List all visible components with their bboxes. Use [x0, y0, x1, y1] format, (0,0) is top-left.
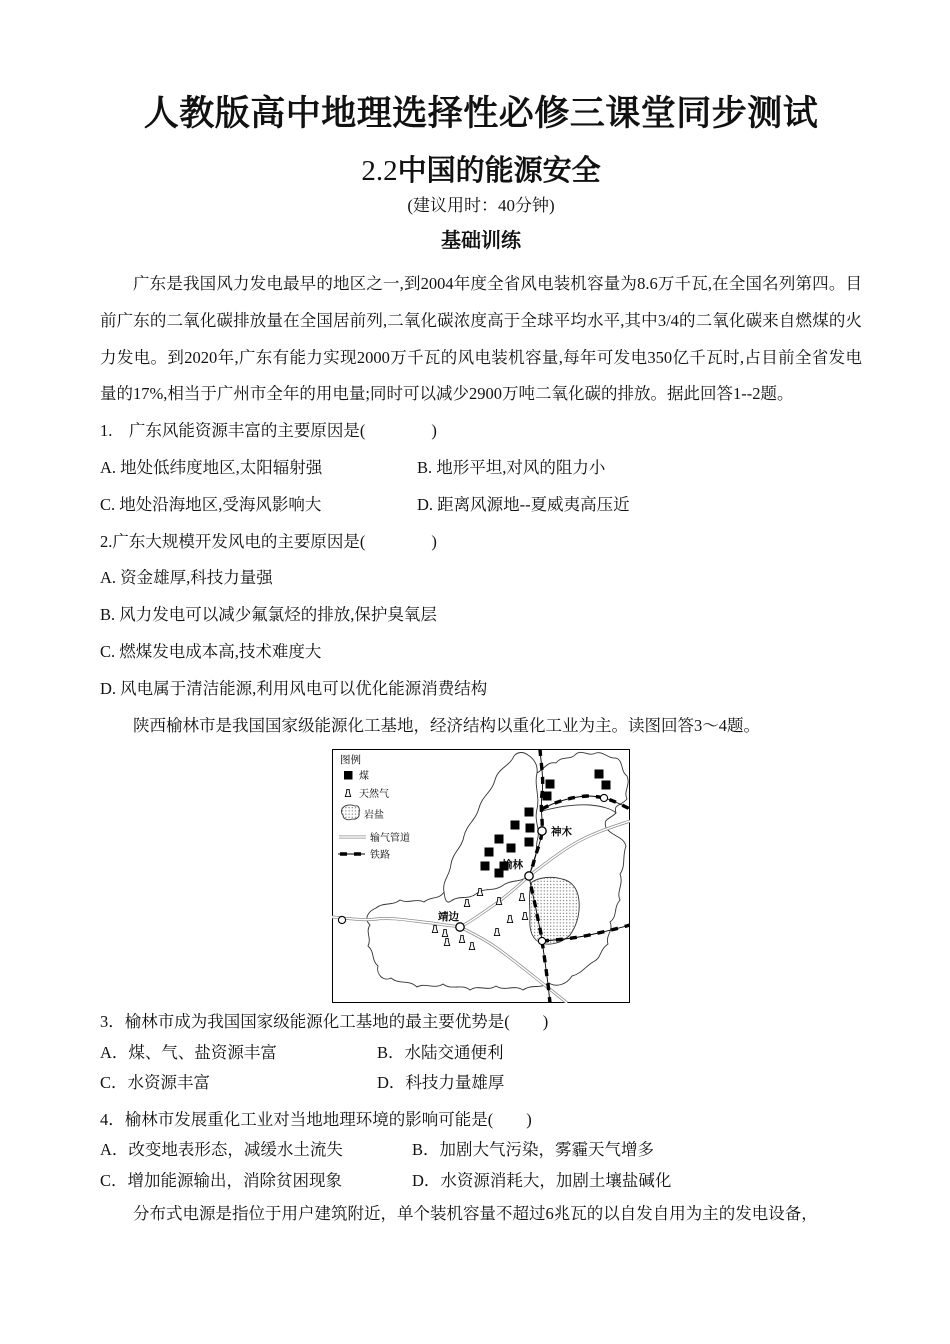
question-1-option-c: C. 地处沿海地区,受海风影响大	[100, 494, 322, 514]
doc-subtitle-text: 中国的能源安全	[397, 155, 601, 187]
question-3-stem: 3．榆林市成为我国国家级能源化工基地的最主要优势是( )	[100, 1012, 549, 1032]
pipeline-legend-label: 输气管道	[370, 833, 410, 845]
question-1-options-row-2	[100, 487, 862, 524]
passage-3: 分布式电源是指位于用户建筑附近，单个装机容量不超过6兆瓦的以自发自用为主的发电设备，	[133, 1204, 818, 1224]
question-3	[100, 1007, 862, 1099]
section-title: 基础训练	[441, 230, 521, 252]
question-4-stem: 4．榆林市发展重化工业对当地地理环境的影响可能是( )	[100, 1109, 532, 1129]
question-4-options-row-2	[100, 1166, 862, 1197]
question-1-option-d: D. 距离风源地--夏威夷高压近	[417, 494, 630, 514]
question-3-option-a: A．煤、气、盐资源丰富	[100, 1042, 277, 1062]
question-2	[100, 524, 862, 708]
question-2-stem: 2.广东大规模开发风电的主要原因是( )	[100, 531, 437, 551]
question-4-options-row-1	[100, 1135, 862, 1166]
coal-legend-label: 煤	[359, 771, 369, 783]
question-1-option-a: A. 地处低纬度地区,太阳辐射强	[100, 457, 323, 477]
question-4-option-a: A．改变地表形态，减缓水土流失	[100, 1140, 343, 1160]
question-3-options-row-2	[100, 1068, 862, 1099]
question-4	[100, 1105, 862, 1197]
rock-salt-legend-label: 岩盐	[364, 810, 384, 822]
gas-legend-label: 天然气	[359, 789, 389, 801]
question-4-option-c: C．增加能源输出，消除贫困现象	[100, 1170, 343, 1190]
passage-2: 陕西榆林市是我国国家级能源化工基地，经济结构以重化工业为主。读图回答3～4题。	[133, 715, 760, 735]
region-map	[332, 749, 630, 1003]
question-2-option-a: A. 资金雄厚,科技力量强	[100, 568, 273, 588]
question-2-option-d: D. 风电属于清洁能源,利用风电可以优化能源消费结构	[100, 678, 488, 698]
question-3-options-row-1	[100, 1038, 862, 1069]
question-3-option-c: C．水资源丰富	[100, 1073, 211, 1093]
doc-subtitle-number: 2.2	[361, 155, 398, 187]
svg-text:靖边: 靖边	[438, 911, 459, 924]
coal-legend-icon	[344, 771, 353, 780]
doc-title: 人教版高中地理选择性必修三课堂同步测试	[143, 94, 819, 133]
question-1	[100, 413, 862, 523]
question-4-option-b: B．加剧大气污染，雾霾天气增多	[412, 1140, 655, 1160]
question-1-stem: 1. 广东风能资源丰富的主要原因是( )	[100, 421, 437, 441]
question-3-option-b: B．水陆交通便利	[377, 1042, 504, 1062]
doc-subtitle	[100, 148, 862, 189]
svg-text:榆林: 榆林	[502, 859, 523, 872]
question-3-option-d: D．科技力量雄厚	[377, 1073, 505, 1093]
question-1-options-row-1	[100, 450, 862, 487]
rock-salt-legend-icon	[341, 805, 359, 820]
legend-title: 图例	[340, 754, 361, 767]
question-2-option-b: B. 风力发电可以减少氟氯烃的排放,保护臭氧层	[100, 605, 437, 625]
question-1-option-b: B. 地形平坦,对风的阻力小	[417, 457, 606, 477]
time-note: (建议用时：40分钟)	[407, 196, 555, 215]
yulin-region-map-figure	[332, 749, 630, 1003]
svg-text:神木: 神木	[551, 826, 572, 839]
question-4-option-d: D．水资源消耗大，加剧土壤盐碱化	[412, 1170, 672, 1190]
passage-1: 广东是我国风力发电最早的地区之一,到2004年度全省风电装机容量为8.6万千瓦,在全国名列第四。目前广东的二氧化碳排放量在全国居前列,二氧化碳浓度高于全球平均水平,其中3/4的二氧化碳来自燃煤的火力发电。到2020年,广东有能力实现2000万千瓦的风电装机容量,每年可发电350亿千瓦时,占目前全省发电量的17%,相当于广州市全年的用电量;同时可以减少2900万吨二氧化碳的排放。据此回答1--2题。	[100, 274, 862, 404]
question-2-option-c: C. 燃煤发电成本高,技术难度大	[100, 641, 322, 661]
railway-legend-label: 铁路	[370, 850, 390, 862]
